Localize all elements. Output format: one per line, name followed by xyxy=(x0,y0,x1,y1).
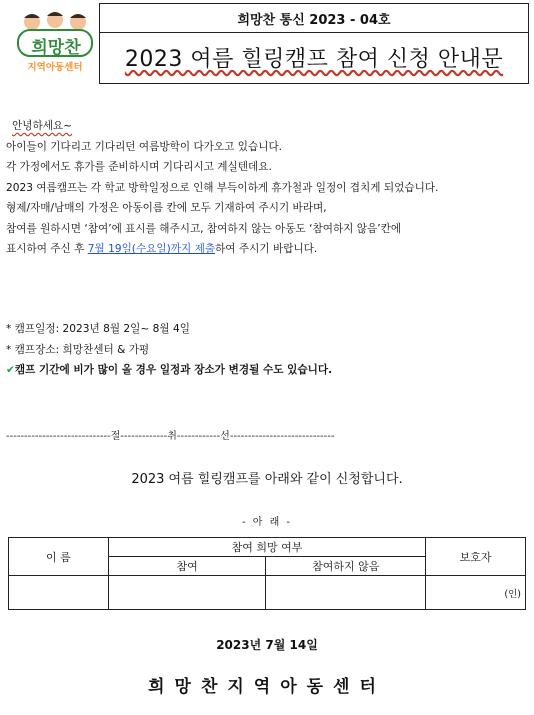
logo-text-main: 희망찬 xyxy=(31,38,81,58)
camp-warning xyxy=(6,360,332,381)
guardian-header: 보호자 xyxy=(426,538,526,576)
not-participate-header: 참여하지 않음 xyxy=(266,557,426,576)
camp-place: * 캠프장소: 희망찬센터 & 가평 xyxy=(6,343,150,356)
document-title-box xyxy=(99,31,529,84)
center-name: 희망찬지역아동센터 xyxy=(148,677,386,697)
letter-body xyxy=(6,116,528,260)
below-label: - 아 래 - xyxy=(241,517,293,528)
body-line-4: 형제/자매/남매의 가정은 아동이름 칸에 모두 기재하여 주시기 바라며, xyxy=(6,202,327,214)
application-form-table xyxy=(8,537,526,610)
participate-header: 참여 xyxy=(108,557,266,576)
body-line-1: 아이들이 기다리고 기다리던 여름방학이 다가오고 있습니다. xyxy=(6,140,283,153)
not-participate-field[interactable] xyxy=(266,576,426,610)
document-title: 2023 여름 힐링캠프 참여 신청 안내문 xyxy=(124,46,504,72)
participate-field[interactable] xyxy=(108,576,266,610)
body-line-2: 각 가정에서도 휴가를 준비하시며 기다리시고 계실텐데요. xyxy=(6,161,272,173)
application-statement: 2023 여름 힐링캠프를 아래와 같이 신청합니다. xyxy=(131,472,403,487)
body-line-6-after: 하여 주시기 바랍니다. xyxy=(215,243,318,255)
camp-info xyxy=(6,319,332,381)
body-line-6-before: 표시하여 주신 후 xyxy=(6,243,88,255)
document-date: 2023년 7월 14일 xyxy=(216,638,318,652)
participation-header: 참여 희망 여부 xyxy=(108,538,425,557)
body-line-3: 2023 여름캠프는 각 학교 방학일정으로 인해 부득이하게 휴가철과 일정이 겹치게 되었습니다. xyxy=(6,181,439,194)
guardian-field[interactable] xyxy=(426,576,526,610)
center-logo xyxy=(12,8,98,76)
name-field[interactable] xyxy=(9,576,109,610)
greeting: 안녕하세요~ xyxy=(12,120,73,132)
camp-warning-text: 캠프 기간에 비가 많이 올 경우 일정과 장소가 변경될 수도 있습니다. xyxy=(14,364,333,376)
seal-label: (인) xyxy=(504,588,521,600)
newsletter-label: 희망찬 통신 2023 - 04호 xyxy=(99,3,529,33)
body-line-6 xyxy=(6,239,528,260)
camp-schedule: * 캠프일정: 2023년 8월 2일~ 8월 4일 xyxy=(6,323,190,335)
body-line-5: 참여를 원하시면 ‘참여’에 표시를 해주시고, 참여하지 않는 아동도 ‘참여하지 않음’칸에 xyxy=(6,222,402,235)
deadline-link: 7월 19일(수요일)까지 제출 xyxy=(87,243,216,255)
check-icon: ✔ xyxy=(6,364,15,376)
name-header: 이 름 xyxy=(9,538,109,576)
logo-text-sub: 지역아동센터 xyxy=(27,62,83,73)
cut-line: -----------------------------절-------------취------------선----------------------------- xyxy=(6,431,335,442)
